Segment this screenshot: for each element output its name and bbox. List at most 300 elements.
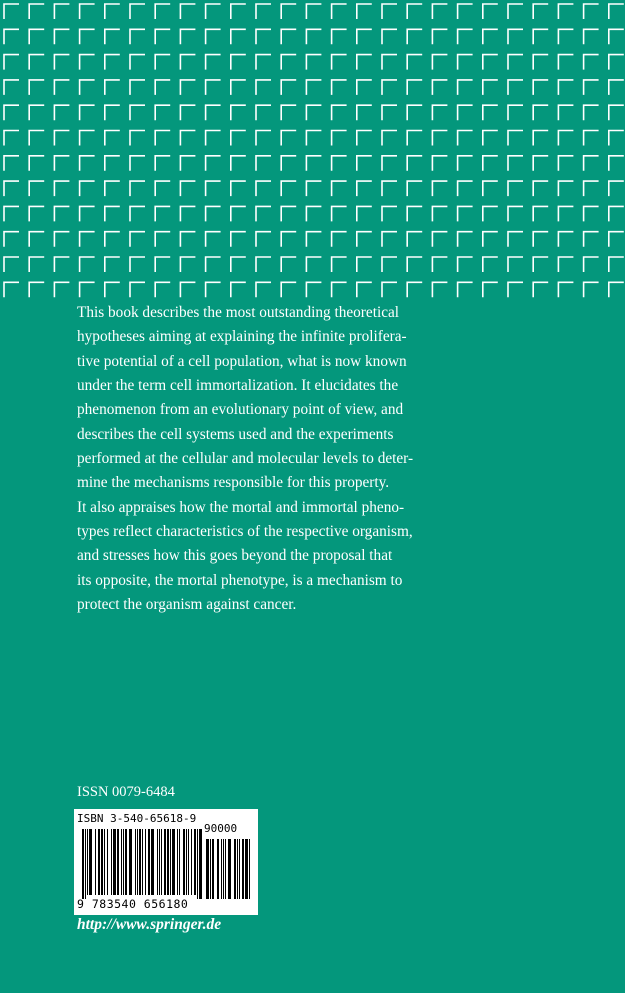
addon-bar [206,839,209,899]
barcode-bar [194,829,196,895]
corner-mark [231,206,246,221]
corner-mark [4,257,19,272]
corner-mark [105,232,120,247]
corner-mark [130,131,145,146]
corner-mark [382,55,397,70]
corner-mark [483,4,498,19]
isbn-barcode [74,809,258,915]
corner-mark [407,156,422,171]
corner-mark [558,181,573,196]
corner-mark [130,29,145,44]
corner-mark [533,257,548,272]
corner-mark [4,156,19,171]
addon-bar [210,839,211,899]
corner-mark [105,282,120,297]
corner-mark [155,4,170,19]
corner-mark [458,55,473,70]
corner-mark [357,105,372,120]
corner-mark [458,206,473,221]
corner-mark [206,156,221,171]
corner-mark [231,80,246,95]
corner-mark [281,156,296,171]
corner-mark [432,257,447,272]
corner-mark [483,131,498,146]
corner-mark [256,105,271,120]
corner-mark [458,80,473,95]
corner-mark [180,4,195,19]
corner-mark [206,80,221,95]
corner-mark [584,131,599,146]
corner-mark [432,55,447,70]
corner-mark [332,282,347,297]
corner-mark [281,282,296,297]
corner-mark [558,206,573,221]
barcode-bar [157,829,158,895]
corner-mark [54,282,69,297]
addon-bar [242,839,244,899]
corner-mark [432,206,447,221]
corner-mark [180,80,195,95]
corner-mark [306,131,321,146]
corner-mark [231,105,246,120]
corner-mark [231,29,246,44]
addon-bar [249,839,250,899]
corner-mark [357,206,372,221]
corner-mark [256,131,271,146]
corner-mark [407,181,422,196]
corner-mark [155,55,170,70]
corner-mark [130,232,145,247]
barcode-bar [129,829,132,895]
corner-mark [256,29,271,44]
corner-mark [80,4,95,19]
addon-bar [225,839,226,899]
description-line: tive potential of a cell population, what is now known [77,352,407,370]
corner-mark [407,29,422,44]
corner-mark [508,282,523,297]
corner-mark [533,156,548,171]
corner-mark [508,181,523,196]
barcode-bar [139,829,141,895]
corner-mark [105,4,120,19]
corner-mark [180,29,195,44]
corner-mark [609,105,624,120]
corner-mark [130,181,145,196]
corner-mark [558,29,573,44]
corner-mark [508,232,523,247]
corner-mark [206,282,221,297]
description-line: This book describes the most outstanding theoretical [77,304,400,321]
corner-mark [180,105,195,120]
barcode-bar [167,829,169,895]
corner-mark [180,156,195,171]
corner-mark [382,232,397,247]
corner-mark [256,156,271,171]
corner-mark [483,181,498,196]
addon-bar [223,839,224,899]
corner-mark [332,156,347,171]
description-line: performed at the cellular and molecular levels to deter- [77,450,414,468]
corner-mark [80,257,95,272]
corner-mark [130,206,145,221]
corner-mark [332,181,347,196]
addon-bar [217,839,219,899]
corner-mark [558,131,573,146]
corner-mark [54,206,69,221]
corner-mark [4,105,19,120]
corner-mark [332,257,347,272]
corner-mark [432,4,447,19]
corner-mark [407,131,422,146]
corner-mark [29,156,44,171]
corner-mark [306,55,321,70]
corner-mark [533,232,548,247]
barcode-bar [113,829,116,895]
corner-mark [432,29,447,44]
corner-mark [432,131,447,146]
description-line: protect the organism against cancer. [77,596,297,614]
barcode-bar [82,829,84,899]
barcode-bar [191,829,192,895]
barcode-bar [107,829,108,895]
corner-mark [458,232,473,247]
barcode-bar [145,829,146,895]
corner-mark [80,156,95,171]
corner-mark [206,206,221,221]
corner-mark [483,105,498,120]
corner-mark [231,232,246,247]
corner-mark [281,181,296,196]
corner-mark [584,156,599,171]
corner-mark [4,282,19,297]
corner-mark [508,55,523,70]
barcode-bar [137,829,138,895]
corner-mark [155,131,170,146]
corner-mark [483,29,498,44]
corner-mark [357,55,372,70]
corner-mark [306,206,321,221]
corner-mark [4,181,19,196]
corner-mark [357,257,372,272]
corner-mark [54,257,69,272]
corner-mark [407,105,422,120]
corner-mark [29,29,44,44]
barcode-addon-number: 90000 [204,822,238,835]
corner-mark [130,156,145,171]
corner-mark [105,105,120,120]
corner-mark [206,105,221,120]
ean-number: 9 783540 656180 [77,897,189,911]
corner-mark [558,156,573,171]
corner-mark [508,105,523,120]
corner-mark [155,105,170,120]
corner-mark [306,156,321,171]
corner-mark [256,55,271,70]
corner-mark [407,55,422,70]
corner-mark [432,282,447,297]
corner-mark [609,156,624,171]
corner-mark-pattern [0,0,625,300]
corner-mark [29,257,44,272]
corner-mark [458,282,473,297]
corner-mark [105,29,120,44]
publisher-url: http://www.springer.de [77,916,222,933]
addon-bar [221,839,222,899]
corner-mark [231,4,246,19]
corner-mark [609,131,624,146]
corner-mark [155,181,170,196]
corner-mark [29,80,44,95]
corner-mark [80,80,95,95]
corner-mark [206,4,221,19]
description-line: its opposite, the mortal phenotype, is a mechanism to [77,571,403,589]
corner-mark [306,232,321,247]
barcode-bar [164,829,166,895]
corner-mark [432,181,447,196]
corner-mark [357,80,372,95]
corner-mark [281,29,296,44]
corner-mark [80,29,95,44]
corner-mark [155,257,170,272]
corner-mark [206,232,221,247]
corner-mark [483,156,498,171]
corner-mark [105,206,120,221]
corner-mark [80,105,95,120]
corner-mark [29,105,44,120]
corner-mark [382,282,397,297]
corner-mark [155,206,170,221]
barcode-bar [125,829,127,895]
corner-mark [357,29,372,44]
corner-mark [180,206,195,221]
corner-mark [80,206,95,221]
corner-mark [357,156,372,171]
corner-mark [306,80,321,95]
corner-mark [306,29,321,44]
corner-mark [180,131,195,146]
description-line: mine the mechanisms responsible for this property. [77,474,390,492]
corner-mark [281,257,296,272]
corner-mark [483,282,498,297]
corner-mark [508,80,523,95]
corner-mark [281,206,296,221]
corner-mark [584,29,599,44]
barcode-bar [142,829,143,895]
corner-mark [105,131,120,146]
corner-mark [382,131,397,146]
corner-mark [609,4,624,19]
corner-mark [206,257,221,272]
corner-mark [458,257,473,272]
corner-mark [609,55,624,70]
corner-mark [432,105,447,120]
barcode-bar [104,829,105,895]
barcode-bar [98,829,100,895]
corner-mark [407,80,422,95]
back-cover-description [77,301,457,617]
barcode-bar [183,829,185,895]
corner-mark [180,257,195,272]
barcode-bar [188,829,189,895]
corner-mark [4,131,19,146]
corner-mark [533,80,548,95]
corner-mark [80,55,95,70]
corner-mark [281,55,296,70]
corner-mark [256,80,271,95]
barcode-bar [87,829,88,895]
corner-mark [357,131,372,146]
corner-mark [105,257,120,272]
barcode-bar [151,829,154,895]
corner-mark [533,181,548,196]
corner-mark [281,232,296,247]
corner-mark [382,29,397,44]
barcode-bar [123,829,124,895]
barcode-bar [179,829,180,895]
corner-mark [407,232,422,247]
corner-mark [180,282,195,297]
corner-mark [29,206,44,221]
corner-mark [54,80,69,95]
corner-mark [29,131,44,146]
corner-mark [508,4,523,19]
corner-mark [155,232,170,247]
corner-mark [206,55,221,70]
corner-mark [281,80,296,95]
corner-mark [256,4,271,19]
corner-mark [306,4,321,19]
corner-mark [4,206,19,221]
corner-mark [105,156,120,171]
corner-mark [609,181,624,196]
corner-mark [483,80,498,95]
corner-mark [609,80,624,95]
corner-mark [332,131,347,146]
corner-mark [306,181,321,196]
corner-mark [508,131,523,146]
corner-mark [508,29,523,44]
corner-mark [155,29,170,44]
corner-mark [357,282,372,297]
barcode-bar [197,829,198,899]
corner-mark [558,232,573,247]
corner-mark [533,131,548,146]
corner-mark [558,4,573,19]
barcode-bar [121,829,122,895]
corner-mark [458,131,473,146]
corner-mark [508,156,523,171]
description-line: hypotheses aiming at explaining the infinite prolifera- [77,328,407,346]
corner-mark [29,282,44,297]
corner-mark [54,232,69,247]
corner-mark [584,105,599,120]
isbn-label: ISBN 3-540-65618-9 [77,812,197,825]
corner-mark [382,4,397,19]
corner-mark [130,282,145,297]
barcode-bar [170,829,171,895]
corner-mark [105,55,120,70]
corner-mark [155,282,170,297]
corner-mark [357,4,372,19]
corner-mark [382,181,397,196]
addon-bar [245,839,248,899]
corner-mark [80,181,95,196]
barcode-bar [117,829,119,895]
corner-mark [584,80,599,95]
corner-mark [29,181,44,196]
corner-mark [382,156,397,171]
corner-mark [458,105,473,120]
issn-number: ISSN 0079-6484 [77,784,175,800]
corner-mark [332,55,347,70]
barcode-bar [161,829,162,895]
corner-mark [29,55,44,70]
corner-mark [130,80,145,95]
corner-mark [4,4,19,19]
barcode-bar [89,829,92,895]
description-line: types reflect characteristics of the respective organism, [77,523,413,541]
corner-mark [508,257,523,272]
corner-mark [357,232,372,247]
corner-mark [4,55,19,70]
barcode-bar [111,829,112,895]
corner-mark [558,55,573,70]
description-line: phenomenon from an evolutionary point of view, and [77,401,404,419]
corner-mark [306,282,321,297]
corner-mark [206,131,221,146]
corner-mark [29,232,44,247]
corner-mark [306,257,321,272]
corner-mark [558,282,573,297]
barcode-bar [159,829,160,895]
corner-mark [155,80,170,95]
corner-mark [382,105,397,120]
corner-mark [281,4,296,19]
corner-mark [256,181,271,196]
corner-mark [407,206,422,221]
corner-mark [180,232,195,247]
barcode-bar [186,829,187,895]
addon-bar [237,839,238,899]
corner-mark [483,232,498,247]
corner-mark [458,156,473,171]
corner-mark [483,55,498,70]
corner-mark [584,181,599,196]
corner-mark [54,29,69,44]
corner-mark [558,105,573,120]
barcode-bar [199,829,202,899]
corner-mark [180,55,195,70]
corner-mark [231,181,246,196]
corner-mark [332,232,347,247]
corner-mark [231,131,246,146]
barcode-bar [85,829,86,899]
corner-mark [54,4,69,19]
corner-mark [609,257,624,272]
barcode-bar [101,829,103,895]
corner-mark [533,4,548,19]
corner-mark [357,181,372,196]
addon-bar [228,839,231,899]
corner-mark [256,232,271,247]
corner-mark [558,257,573,272]
corner-mark [180,181,195,196]
corner-mark [231,156,246,171]
corner-mark [130,257,145,272]
addon-bar [212,839,214,899]
corner-mark [332,29,347,44]
corner-mark [130,105,145,120]
